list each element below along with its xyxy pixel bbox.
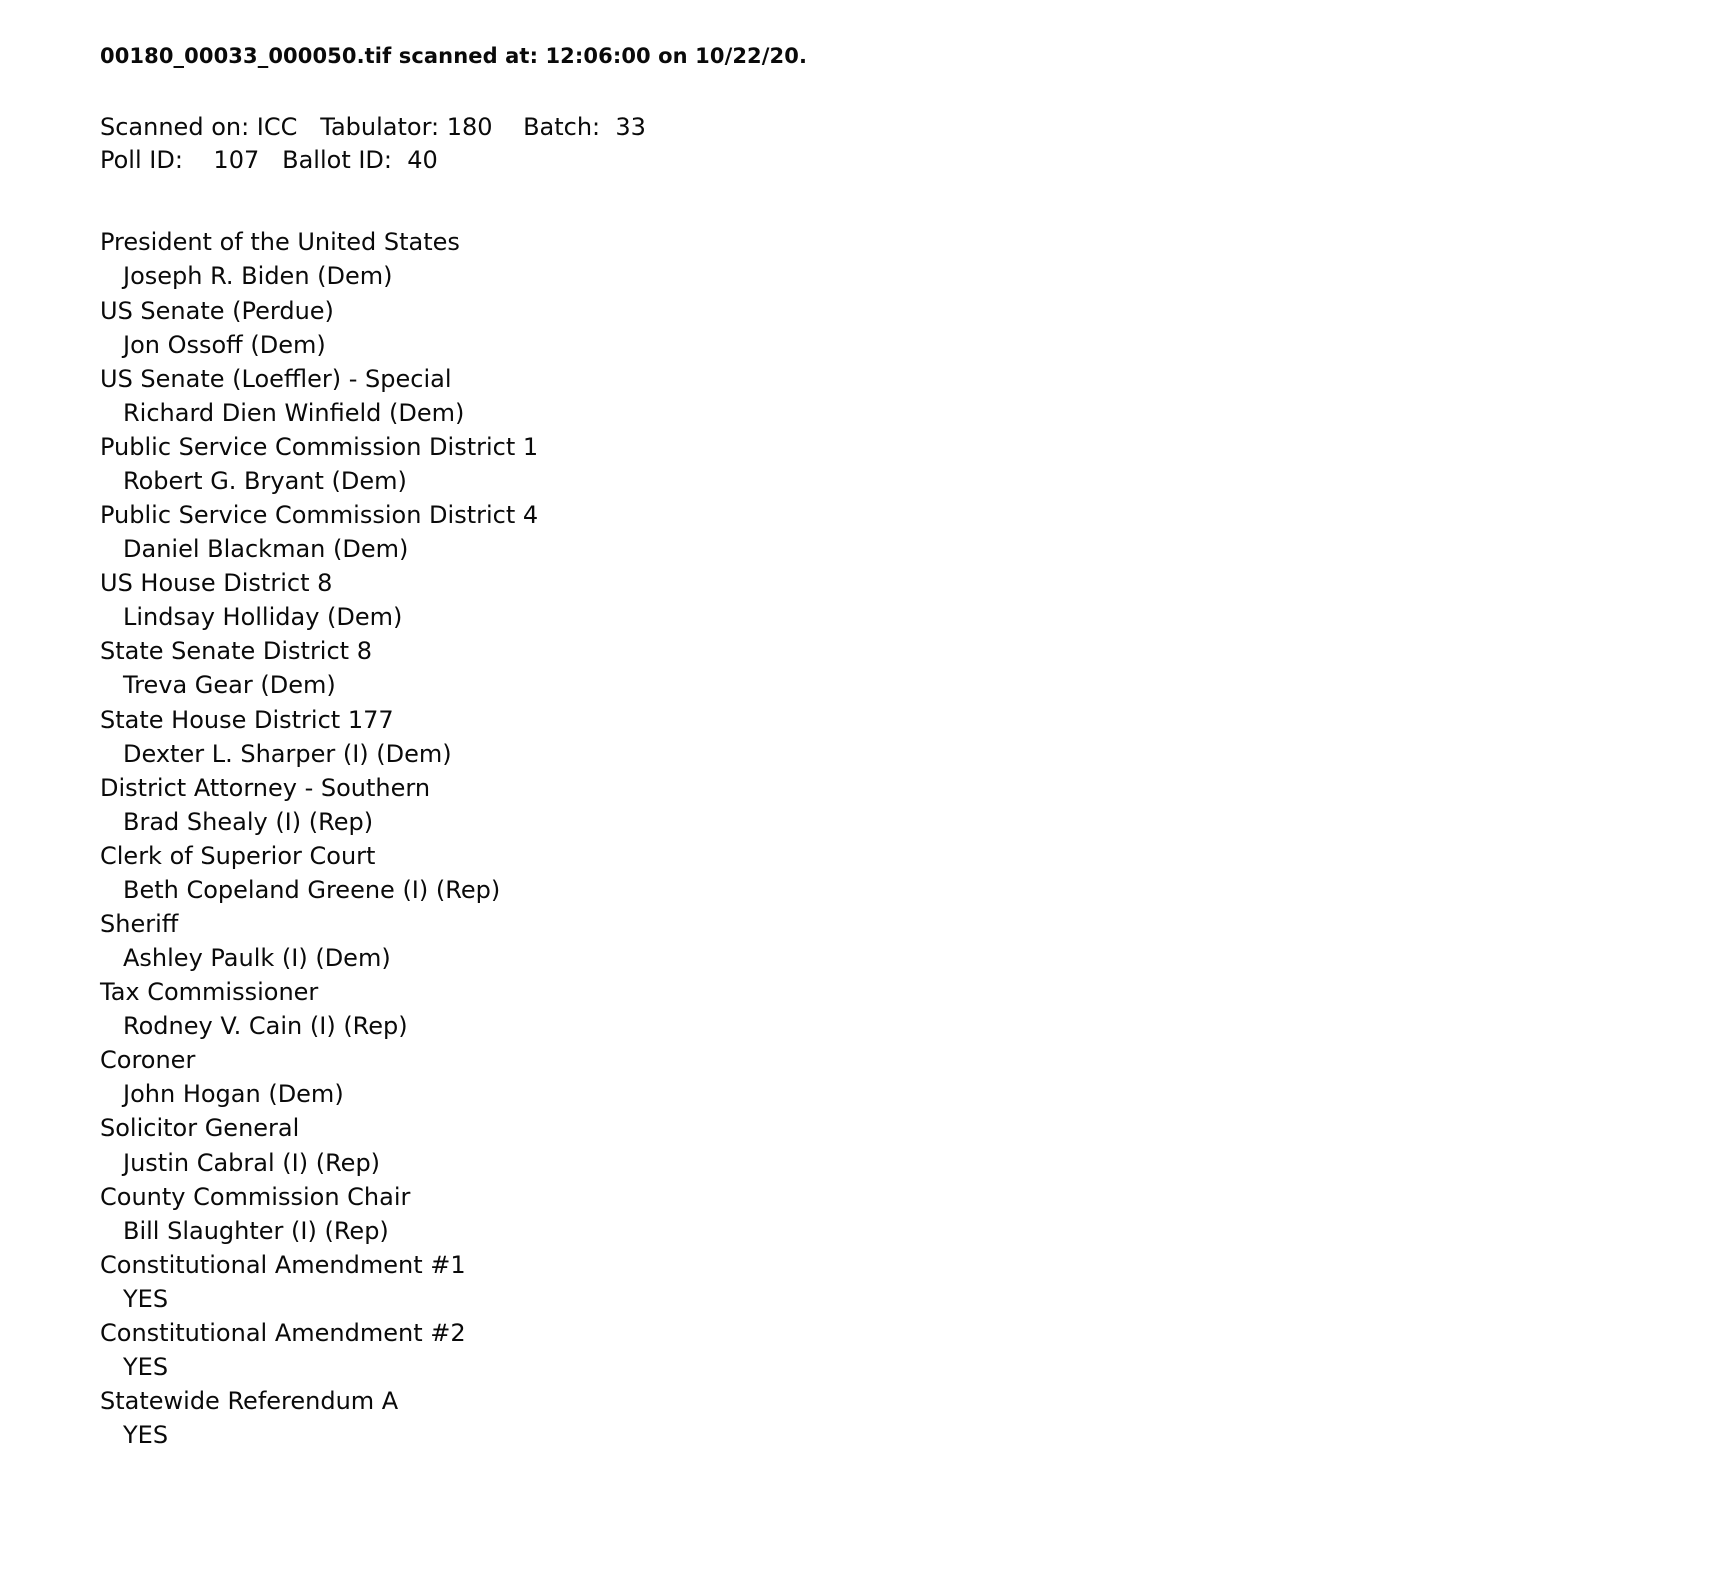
contest-entry <box>100 907 1710 975</box>
contest-choice: Richard Dien Winfield (Dem) <box>123 398 465 427</box>
scan-metadata-line-2: Poll ID: 107 Ballot ID: 40 <box>100 146 438 175</box>
contest-entry <box>100 430 1710 498</box>
contest-entry <box>100 1180 1710 1248</box>
contest-entry <box>100 225 1710 293</box>
contest-title: Public Service Commission District 4 <box>100 501 539 530</box>
contest-choice: Beth Copeland Greene (I) (Rep) <box>123 875 501 904</box>
contest-title: Constitutional Amendment #2 <box>100 1318 466 1347</box>
contest-entry <box>100 1248 1710 1316</box>
contest-choice: Jon Ossoff (Dem) <box>123 330 326 359</box>
contest-choice: Ashley Paulk (I) (Dem) <box>123 944 391 973</box>
contest-choice: Treva Gear (Dem) <box>123 671 336 700</box>
contest-entry <box>100 1384 1710 1452</box>
contest-title: Constitutional Amendment #1 <box>100 1250 466 1279</box>
contest-title: Sheriff <box>100 909 179 938</box>
contest-choice: Justin Cabral (I) (Rep) <box>123 1148 381 1177</box>
contest-title: US Senate (Perdue) <box>100 296 334 325</box>
contest-list <box>100 225 1710 1452</box>
contest-title: Tax Commissioner <box>100 978 319 1007</box>
contest-title: State House District 177 <box>100 705 394 734</box>
contest-title: State Senate District 8 <box>100 637 372 666</box>
contest-choice: Bill Slaughter (I) (Rep) <box>123 1216 389 1245</box>
contest-choice: YES <box>123 1421 169 1450</box>
contest-entry <box>100 703 1710 771</box>
contest-entry <box>100 294 1710 362</box>
contest-entry <box>100 362 1710 430</box>
contest-choice: YES <box>123 1352 169 1381</box>
contest-choice: Dexter L. Sharper (I) (Dem) <box>123 739 452 768</box>
contest-entry <box>100 634 1710 702</box>
contest-choice: Lindsay Holliday (Dem) <box>123 603 403 632</box>
contest-entry <box>100 839 1710 907</box>
contest-choice: Robert G. Bryant (Dem) <box>123 466 407 495</box>
contest-choice: John Hogan (Dem) <box>123 1080 344 1109</box>
scan-metadata <box>100 111 1710 177</box>
contest-title: US Senate (Loeffler) - Special <box>100 364 452 393</box>
contest-choice: Rodney V. Cain (I) (Rep) <box>123 1012 408 1041</box>
contest-title: President of the United States <box>100 228 460 257</box>
contest-entry <box>100 1043 1710 1111</box>
contest-entry <box>100 975 1710 1043</box>
contest-choice: YES <box>123 1284 169 1313</box>
contest-title: County Commission Chair <box>100 1182 411 1211</box>
contest-entry <box>100 771 1710 839</box>
contest-title: US House District 8 <box>100 569 333 598</box>
contest-choice: Daniel Blackman (Dem) <box>123 535 409 564</box>
contest-entry <box>100 498 1710 566</box>
contest-title: Statewide Referendum A <box>100 1387 399 1416</box>
contest-title: Solicitor General <box>100 1114 300 1143</box>
contest-entry <box>100 1316 1710 1384</box>
contest-title: Coroner <box>100 1046 196 1075</box>
contest-entry <box>100 1111 1710 1179</box>
contest-title: District Attorney - Southern <box>100 773 431 802</box>
contest-title: Clerk of Superior Court <box>100 841 376 870</box>
contest-choice: Joseph R. Biden (Dem) <box>123 262 393 291</box>
contest-title: Public Service Commission District 1 <box>100 432 539 461</box>
scan-metadata-line-1: Scanned on: ICC Tabulator: 180 Batch: 33 <box>100 113 646 142</box>
contest-choice: Brad Shealy (I) (Rep) <box>123 807 374 836</box>
scan-header-line: 00180_00033_000050.tif scanned at: 12:06:00 on 10/22/20. <box>100 44 808 68</box>
contest-entry <box>100 566 1710 634</box>
